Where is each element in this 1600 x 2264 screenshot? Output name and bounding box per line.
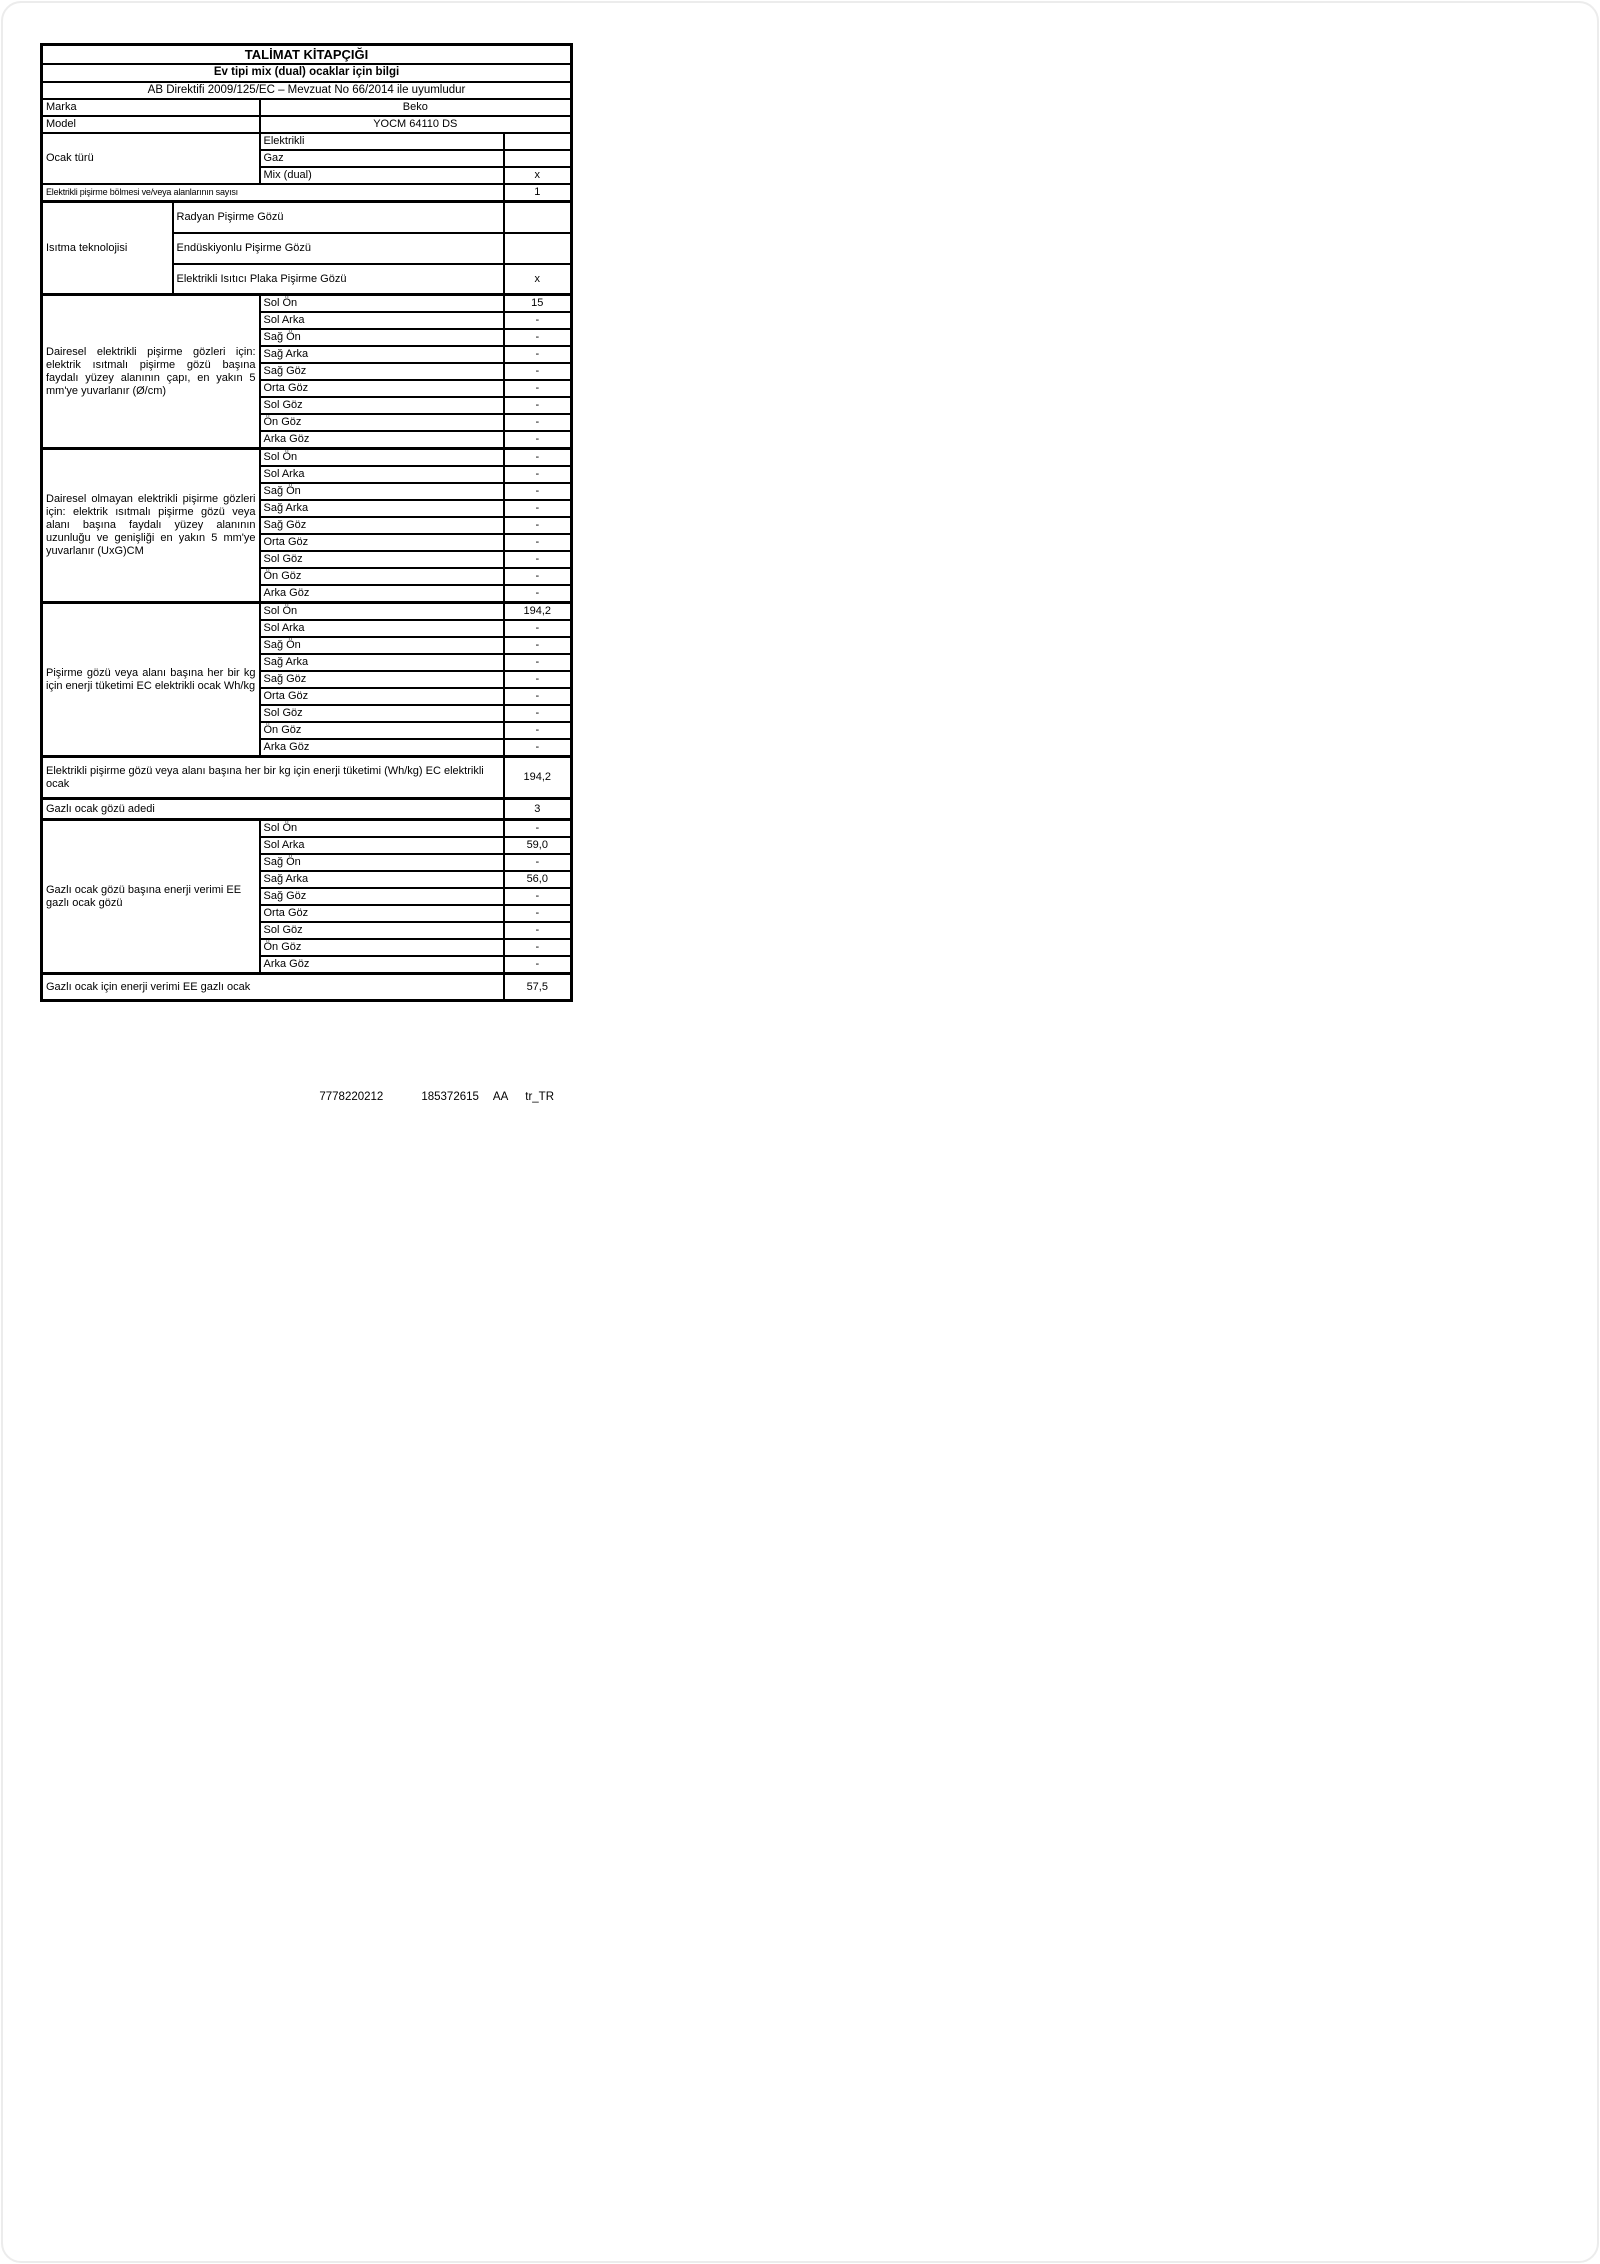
burner-name-cell: Sol Ön (260, 295, 504, 312)
value-cell: 194,2 (504, 603, 572, 620)
circular-zones-diameter-section (42, 295, 572, 449)
footer-revision-code: AA (492, 1091, 509, 1103)
section-label: Pişirme gözü veya alanı başına her bir kg için enerji tüketimi EC elektrikli ocak Wh/kg (42, 603, 260, 757)
noncircular-zones-dimensions-section (42, 449, 572, 603)
burner-name-cell: Arka Göz (260, 739, 504, 756)
gas-efficiency-total-label: Gazlı ocak için enerji verimi EE gazlı ocak (42, 974, 504, 1001)
hob-type-option: Gaz (260, 150, 504, 167)
burner-name-cell: Sağ Göz (260, 671, 504, 688)
burner-name-cell: Sol Göz (260, 922, 504, 939)
value-cell: - (504, 500, 572, 517)
table-row (42, 820, 572, 837)
burner-name-cell: Sol Ön (260, 449, 504, 466)
table-row (42, 295, 572, 312)
burner-name-cell: Orta Göz (260, 534, 504, 551)
burner-name-cell: Arka Göz (260, 431, 504, 448)
value-cell: - (504, 363, 572, 380)
value-cell: - (504, 517, 572, 534)
burner-name-cell: Sağ Arka (260, 500, 504, 517)
value-cell (504, 133, 572, 150)
value-cell: - (504, 722, 572, 739)
footer-language-code: tr_TR (525, 1091, 554, 1103)
burner-name-cell: Sağ Ön (260, 483, 504, 500)
burner-name-cell: Arka Göz (260, 956, 504, 973)
value-cell: - (504, 551, 572, 568)
document-footer (40, 1091, 570, 1103)
brand-value: Beko (260, 99, 572, 116)
value-cell: - (504, 688, 572, 705)
value-cell (504, 233, 572, 264)
gas-burner-count-label: Gazlı ocak gözü adedi (42, 799, 504, 820)
burner-name-cell: Sağ Ön (260, 329, 504, 346)
value-cell: - (504, 939, 572, 956)
gas-efficiency-section (42, 820, 572, 974)
value-cell: 15 (504, 295, 572, 312)
burner-name-cell: Sol Arka (260, 620, 504, 637)
hob-type-option: Elektrikli (260, 133, 504, 150)
electric-zone-count-value: 1 (504, 184, 572, 201)
burner-name-cell: Sağ Arka (260, 346, 504, 363)
value-cell: - (504, 854, 572, 871)
value-cell: - (504, 312, 572, 329)
value-cell: - (504, 671, 572, 688)
burner-name-cell: Sağ Arka (260, 654, 504, 671)
burner-name-cell: Sağ Ön (260, 637, 504, 654)
gas-efficiency-total-row (42, 974, 572, 1001)
burner-name-cell: Ön Göz (260, 568, 504, 585)
value-cell: - (504, 534, 572, 551)
value-cell: - (504, 397, 572, 414)
value-cell: - (504, 922, 572, 939)
value-cell: - (504, 483, 572, 500)
burner-name-cell: Sol Ön (260, 603, 504, 620)
energy-consumption-per-zone-section (42, 603, 572, 757)
heating-technology-section (42, 202, 572, 295)
table-row (42, 133, 572, 150)
footer-doc-number: 7778220212 (319, 1091, 384, 1103)
value-cell: - (504, 905, 572, 922)
model-label: Model (42, 116, 260, 133)
burner-name-cell: Sağ Göz (260, 888, 504, 905)
value-cell (504, 150, 572, 167)
value-cell: - (504, 431, 572, 448)
section-label: Dairesel olmayan elektrikli pişirme gözleri için: elektrik ısıtmalı pişirme gözü veya alanı başına faydalı yüzey alanının uzunluğu ve genişliği en yakın 5 mm'ye yuvarlanır (UxG)CM (42, 449, 260, 603)
ec-electric-total-row (42, 757, 572, 799)
burner-name-cell: Ön Göz (260, 414, 504, 431)
burner-name-cell: Orta Göz (260, 905, 504, 922)
burner-name-cell: Sol Arka (260, 466, 504, 483)
value-cell: - (504, 329, 572, 346)
value-cell: - (504, 466, 572, 483)
product-fiche-table (40, 43, 573, 1002)
value-cell: - (504, 637, 572, 654)
value-cell: - (504, 888, 572, 905)
heating-technology-option: Radyan Pişirme Gözü (173, 202, 504, 233)
burner-name-cell: Sağ Göz (260, 363, 504, 380)
value-cell: - (504, 568, 572, 585)
burner-name-cell: Ön Göz (260, 939, 504, 956)
burner-name-cell: Sol Göz (260, 551, 504, 568)
document-page (1, 1, 1599, 2263)
ec-electric-total-value: 194,2 (504, 757, 572, 799)
footer-part-number: 185372615 (421, 1091, 479, 1103)
value-cell (504, 202, 572, 233)
value-cell: x (504, 264, 572, 295)
value-cell: - (504, 956, 572, 973)
heating-technology-option: Elektrikli Isıtıcı Plaka Pişirme Gözü (173, 264, 504, 295)
burner-name-cell: Ön Göz (260, 722, 504, 739)
burner-name-cell: Sağ Göz (260, 517, 504, 534)
gas-efficiency-total-value: 57,5 (504, 974, 572, 1001)
model-value: YOCM 64110 DS (260, 116, 572, 133)
value-cell: - (504, 346, 572, 363)
burner-name-cell: Sol Arka (260, 312, 504, 329)
directive-statement: AB Direktifi 2009/125/EC – Mevzuat No 66/2014 ile uyumludur (42, 82, 572, 100)
ec-electric-total-label: Elektrikli pişirme gözü veya alanı başına her bir kg için enerji tüketimi (Wh/kg) EC elektrikli ocak (42, 757, 504, 799)
value-cell: x (504, 167, 572, 184)
document-title: TALİMAT KİTAPÇIĞI (42, 45, 572, 65)
gas-burner-count-row (42, 799, 572, 820)
hob-type-label: Ocak türü (42, 133, 260, 184)
brand-label: Marka (42, 99, 260, 116)
value-cell: - (504, 620, 572, 637)
document-subtitle: Ev tipi mix (dual) ocaklar için bilgi (42, 64, 572, 82)
electric-zone-count-row (42, 184, 572, 201)
burner-name-cell: Orta Göz (260, 380, 504, 397)
value-cell: - (504, 449, 572, 466)
value-cell: - (504, 414, 572, 431)
header-rows (42, 45, 572, 134)
hob-type-section (42, 133, 572, 184)
value-cell: - (504, 705, 572, 722)
value-cell: - (504, 739, 572, 756)
section-label: Dairesel elektrikli pişirme gözleri için: elektrik ısıtmalı pişirme gözü başına faydalı yüzey alanının çapı, en yakın 5 mm'ye yuvarlanır (Ø/cm) (42, 295, 260, 449)
table-row (42, 202, 572, 233)
burner-name-cell: Sağ Arka (260, 871, 504, 888)
burner-name-cell: Arka Göz (260, 585, 504, 602)
burner-name-cell: Sol Göz (260, 397, 504, 414)
heating-technology-option: Endüskiyonlu Pişirme Gözü (173, 233, 504, 264)
burner-name-cell: Sol Ön (260, 820, 504, 837)
table-row (42, 449, 572, 466)
value-cell: - (504, 820, 572, 837)
heating-technology-label: Isıtma teknolojisi (42, 202, 173, 295)
gas-efficiency-label: Gazlı ocak gözü başına enerji verimi EE gazlı ocak gözü (42, 820, 260, 974)
burner-name-cell: Sağ Ön (260, 854, 504, 871)
table-row (42, 603, 572, 620)
value-cell: - (504, 585, 572, 602)
value-cell: - (504, 654, 572, 671)
hob-type-option: Mix (dual) (260, 167, 504, 184)
value-cell: 56,0 (504, 871, 572, 888)
burner-name-cell: Orta Göz (260, 688, 504, 705)
electric-zone-count-label: Elektrikli pişirme bölmesi ve/veya alanlarının sayısı (42, 184, 504, 201)
gas-burner-count-value: 3 (504, 799, 572, 820)
burner-name-cell: Sol Göz (260, 705, 504, 722)
value-cell: - (504, 380, 572, 397)
burner-name-cell: Sol Arka (260, 837, 504, 854)
value-cell: 59,0 (504, 837, 572, 854)
